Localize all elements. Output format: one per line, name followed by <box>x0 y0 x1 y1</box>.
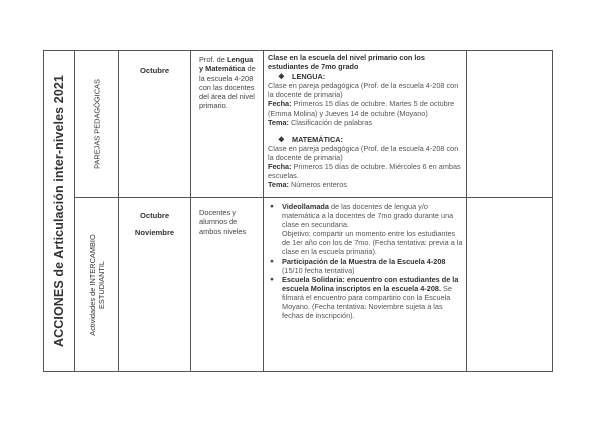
activity-heading: Clase en la escuela del nivel primario con los estudiantes de 7mo grado <box>268 53 425 72</box>
actions-table <box>43 50 553 372</box>
activity-text <box>264 198 466 320</box>
mode-text: Clase en pareja pedagógica (Prof. de la escuela 4-208 con la docente de primaria) <box>268 81 459 100</box>
topic-text: Tema: Clasificación de palabras <box>268 117 373 127</box>
subject-heading: ❖ MATEMÁTICA: <box>268 135 463 144</box>
month-cell <box>119 51 191 198</box>
mode-text: Clase en pareja pedagógica (Prof. de la escuela 4-208 con la docente de primaria) <box>268 143 459 162</box>
list-item: ● Escuela Solidaria: encuentro con estudiantes de la escuela Molina inscriptos en la escuela 4-208. Se filmará el encuentro para compartirio con la Escuela Moyano. (Fecha tentativa: Noviembre sujeta a las fechas de inscripción). <box>282 275 463 320</box>
participants-text: Prof. de Lengua y Matemática de la escuela 4-208 con las docentes del área del nivel primario. <box>199 55 256 111</box>
category-cell <box>75 198 119 372</box>
participants-cell <box>191 51 264 198</box>
diamond-bullet-icon: ❖ <box>278 134 285 144</box>
subject-heading: ❖ LENGUA: <box>268 72 463 81</box>
list-item: ● Participación de la Muestra de la Escuela 4-208 (15/10 fecha tentativa) <box>282 257 463 275</box>
activity-text <box>264 51 466 189</box>
month-label: Noviembre <box>134 228 175 237</box>
activity-cell <box>264 51 467 198</box>
activity-cell <box>264 198 467 372</box>
participants-text: Docentes y alumnos de ambos niveles <box>199 208 247 236</box>
empty-cell <box>467 198 553 372</box>
table-row <box>44 198 553 372</box>
activity-list <box>268 202 463 320</box>
title-cell <box>44 51 75 372</box>
participants-cell <box>191 198 264 372</box>
month-label: Octubre <box>139 211 170 220</box>
category-label: Actividades de INTERCAMBIO ESTUDIANTIL <box>87 233 106 336</box>
table-row <box>44 51 553 198</box>
category-label: PAREJAS PEDAGÓGICAS <box>92 79 101 169</box>
month-cell <box>119 198 191 372</box>
document-title: ACCIONES de Articulación inter-niveles 2021 <box>52 75 66 347</box>
category-cell <box>75 51 119 198</box>
date-text: Fecha: Primeros 15 días de octubre. Miércoles 6 en ambas escuelas. <box>268 162 461 181</box>
topic-text: Tema: Números enteros <box>268 180 347 190</box>
diamond-bullet-icon: ❖ <box>278 72 285 82</box>
list-item: ● Videollamada de las docentes de lengua y/o matemática a la docentes de 7mo grado durante una clase en secundaria. Objetivo: compartir un momento entre los estudiantes de 1er año con los de 7mo. (Fecha tentativa: previa a la clase en la escuela primaria). <box>282 202 463 257</box>
date-text: Fecha: Primeros 15 días de octubre. Martes 5 de octubre (Emma Molina) y Jueves 14 de octubre (Moyano) <box>268 99 455 118</box>
empty-cell <box>467 51 553 198</box>
month-label: Octubre <box>139 66 170 75</box>
